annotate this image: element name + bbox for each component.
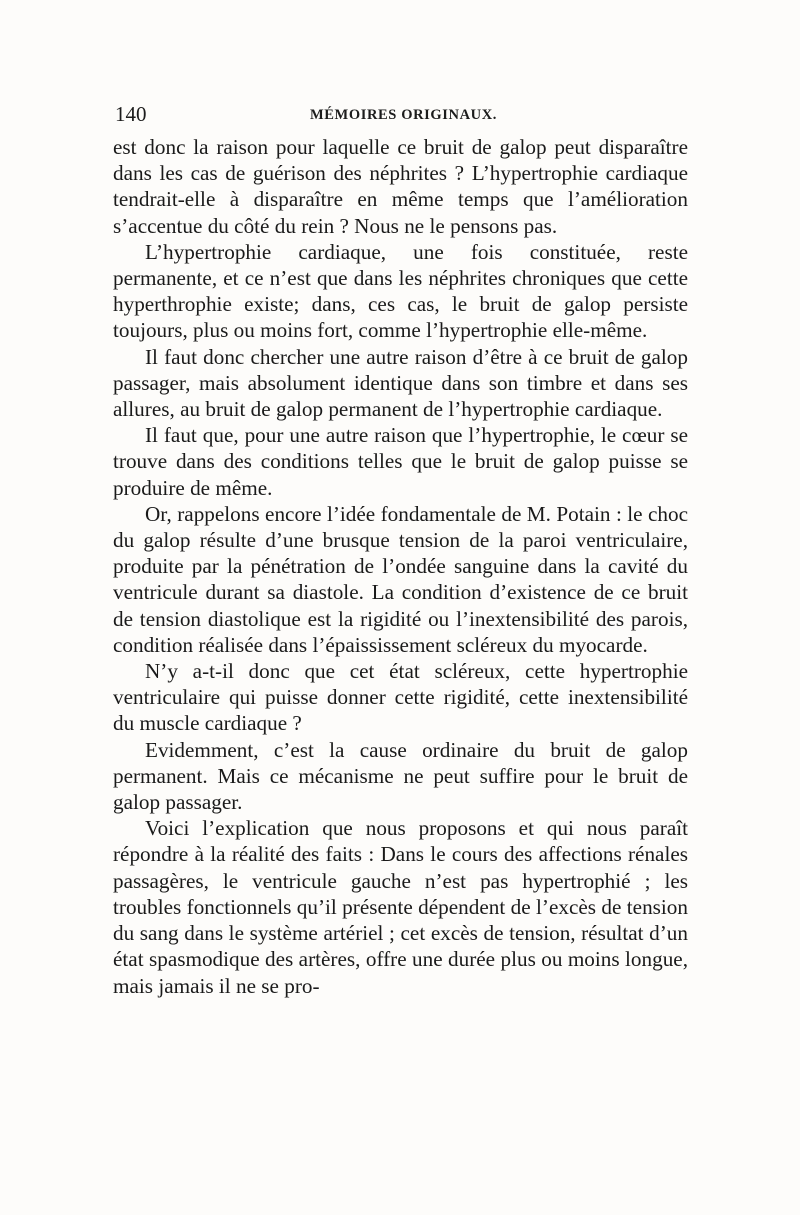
paragraph: Il faut que, pour une autre raison que l’hypertrophie, le cœur se trouve dans des conditions telles que le bruit de galop puisse se produire de même.	[113, 423, 688, 500]
paragraph: Voici l’explication que nous proposons et qui nous paraît répondre à la réalité des faits : Dans le cours des affections rénales passagères, le ventricule gauche n’est pas hypertrophié ; les troubles fonctionnels qu’il présente dépendent de l’excès de tension du sang dans le système artériel ; cet excès de tension, résultat d’un état spasmodique des artères, offre une durée plus ou moins longue, mais jamais il ne se pro-	[113, 816, 688, 998]
running-head: MÉMOIRES ORIGINAUX.	[310, 107, 498, 123]
paragraph: Evidemment, c’est la cause ordinaire du bruit de galop permanent. Mais ce mécanisme ne peut suffire pour le bruit de galop passager.	[113, 737, 688, 815]
paragraph: N’y a-t-il donc que cet état scléreux, cette hypertrophie ventriculaire qui puisse donner cette rigidité, cette inextensibilité du muscle cardiaque ?	[113, 659, 688, 736]
paragraph: Il faut donc chercher une autre raison d’être à ce bruit de galop passager, mais absolument identique dans son timbre et dans ses allures, au bruit de galop permanent de l’hypertrophie cardiaque.	[113, 344, 688, 422]
page-header	[115, 100, 685, 132]
body-text	[113, 134, 688, 999]
page-number: 140	[115, 102, 147, 126]
paragraph-continuation: est donc la raison pour laquelle ce bruit de galop peut disparaître dans les cas de guérison des néphrites ? L’hypertrophie cardiaque tendrait-elle à disparaître en même temps que l’amélioration s’accentue du côté du rein ? Nous ne le pensons pas.	[113, 135, 688, 238]
paragraph: L’hypertrophie cardiaque, une fois constituée, reste permanente, et ce n’est que dans les néphrites chroniques que cette hyperthrophie existe; dans, ces cas, le bruit de galop persiste toujours, plus ou moins fort, comme l’hypertrophie elle-même.	[113, 239, 688, 343]
paragraph: Or, rappelons encore l’idée fondamentale de M. Potain : le choc du galop résulte d’une brusque tension de la paroi ventriculaire, produite par la pénétration de l’ondée sanguine dans la cavité du ventricule durant sa diastole. La condition d’existence de ce bruit de tension diastolique est la rigidité ou l’inextensibilité des parois, condition réalisée dans l’épaississement scléreux du myocarde.	[113, 501, 688, 657]
